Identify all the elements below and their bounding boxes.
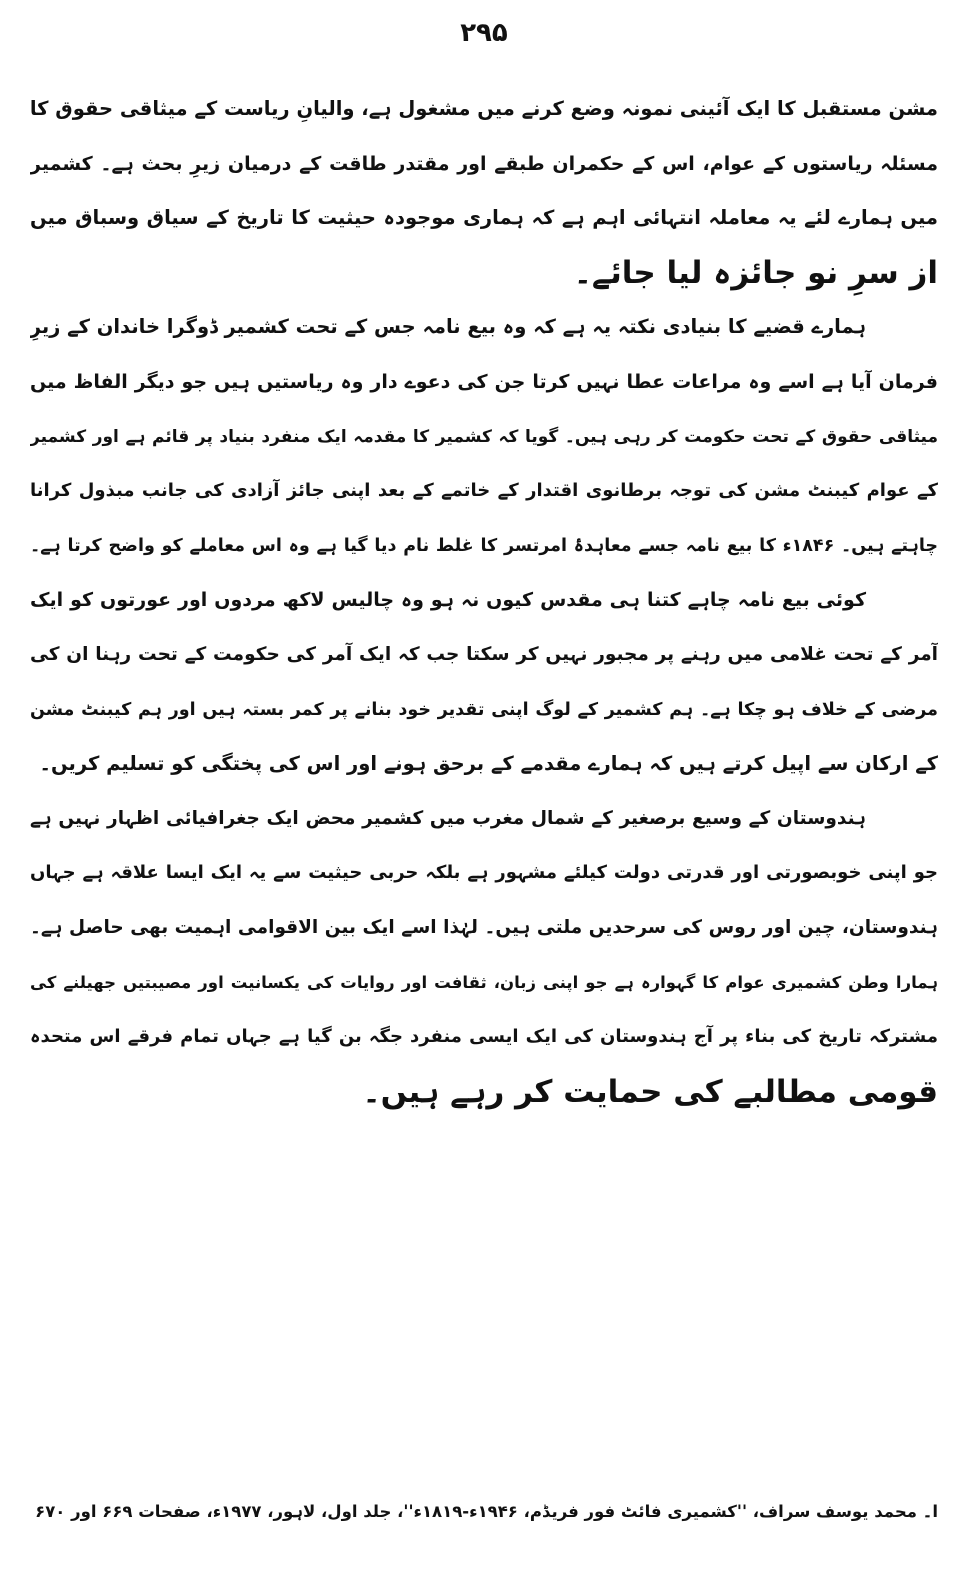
text-line: ہندوستان کے وسیع برصغیر کے شمال مغرب میں کشمیر محض ایک جغرافیائی اظہار نہیں ہے [30, 807, 866, 829]
footnote: ا۔ محمد یوسف سراف، ''کشمیری فائٹ فور فریڈم، ۱۹۴۶ء-۱۸۱۹ء''، جلد اول، لاہور، ۱۹۷۷ء، صفحات ۶۶۹ اور ۶۷۰ [35, 1502, 938, 1521]
text-line: کوئی بیع نامہ چاہے کتنا ہی مقدس کیوں نہ ہو وہ چالیس لاکھ مردوں اور عورتوں کو ایک [30, 589, 866, 612]
text-line: مرضی کے خلاف ہو چکا ہے۔ ہم کشمیر کے لوگ اپنی تقدیر خود بنانے پر کمر بستہ ہیں اور ہم کیبنٹ مشن [30, 699, 938, 720]
text-line: مشن مستقبل کا ایک آئینی نمونہ وضع کرنے میں مشغول ہے، والیانِ ریاست کے میثاقی حقوق کا [30, 97, 938, 120]
text-line: میثاقی حقوق کے تحت حکومت کر رہی ہیں۔ گویا کہ کشمیر کا مقدمہ ایک منفرد بنیاد پر قائم ہے اور کشمیر [30, 426, 938, 447]
text-line: ہندوستان، چین اور روس کی سرحدیں ملتی ہیں۔ لہٰذا اسے ایک بین الاقوامی اہمیت بھی حاصل ہے۔ [30, 916, 938, 938]
text-line: جو اپنی خوبصورتی اور قدرتی دولت کیلئے مشہور ہے بلکہ حربی حیثیت سے یہ ایک ایسا علاقہ ہے جہاں [30, 862, 938, 884]
text-line: کے عوام کیبنٹ مشن کی توجہ برطانوی اقتدار کے خاتمے کے بعد اپنی جائز آزادی کی جانب مبذول کرانا [30, 480, 938, 502]
page-number: ۲۹۵ [460, 18, 508, 48]
text-line: کے ارکان سے اپیل کرتے ہیں کہ ہمارے مقدمے کے برحق ہونے اور اس کی پختگی کو تسلیم کریں۔ [39, 752, 938, 776]
text-line: ہمارا وطن کشمیری عوام کا گہوارہ ہے جو اپنی زبان، ثقافت اور روایات کی یکسانیت اور مصیبتیں جھیلنے کی [30, 972, 938, 992]
text-line: مسئلہ ریاستوں کے عوام، اس کے حکمران طبقے اور مقتدر طاقت کے درمیان زیرِ بحث ہے۔ کشمیر [30, 152, 938, 175]
text-line: آمر کے تحت غلامی میں رہنے پر مجبور نہیں کر سکتا جب کہ ایک آمر کی حکومت کے تحت رہنا ان کی [30, 643, 938, 665]
text-line: ہمارے قضیے کا بنیادی نکتہ یہ ہے کہ وہ بیع نامہ جس کے تحت کشمیر ڈوگرا خاندان کے زیرِ [30, 315, 866, 339]
body-text [30, 82, 938, 1119]
text-line: چاہتے ہیں۔ ۱۸۴۶ء کا بیع نامہ جسے معاہدۂ امرتسر کا غلط نام دیا گیا ہے وہ اس معاملے کو واضح کرتا ہے۔ [30, 535, 938, 556]
text-line: از سرِ نو جائزہ لیا جائے۔ [573, 254, 938, 291]
text-line: میں ہمارے لئے یہ معاملہ انتہائی اہم ہے کہ ہماری موجودہ حیثیت کا تاریخ کے سیاق وسباق میں [30, 206, 938, 230]
text-line: مشترکہ تاریخ کی بناء پر آج ہندوستان کی ایک ایسی منفرد جگہ بن گیا ہے جہاں تمام فرقے اس متحدہ [30, 1026, 938, 1048]
text-line: قومی مطالبے کی حمایت کر رہے ہیں۔ [362, 1073, 938, 1110]
text-line: فرمان آیا ہے اسے وہ مراعات عطا نہیں کرتا جن کی دعوے دار وہ ریاستیں ہیں جو دیگر الفاظ میں [30, 370, 938, 393]
